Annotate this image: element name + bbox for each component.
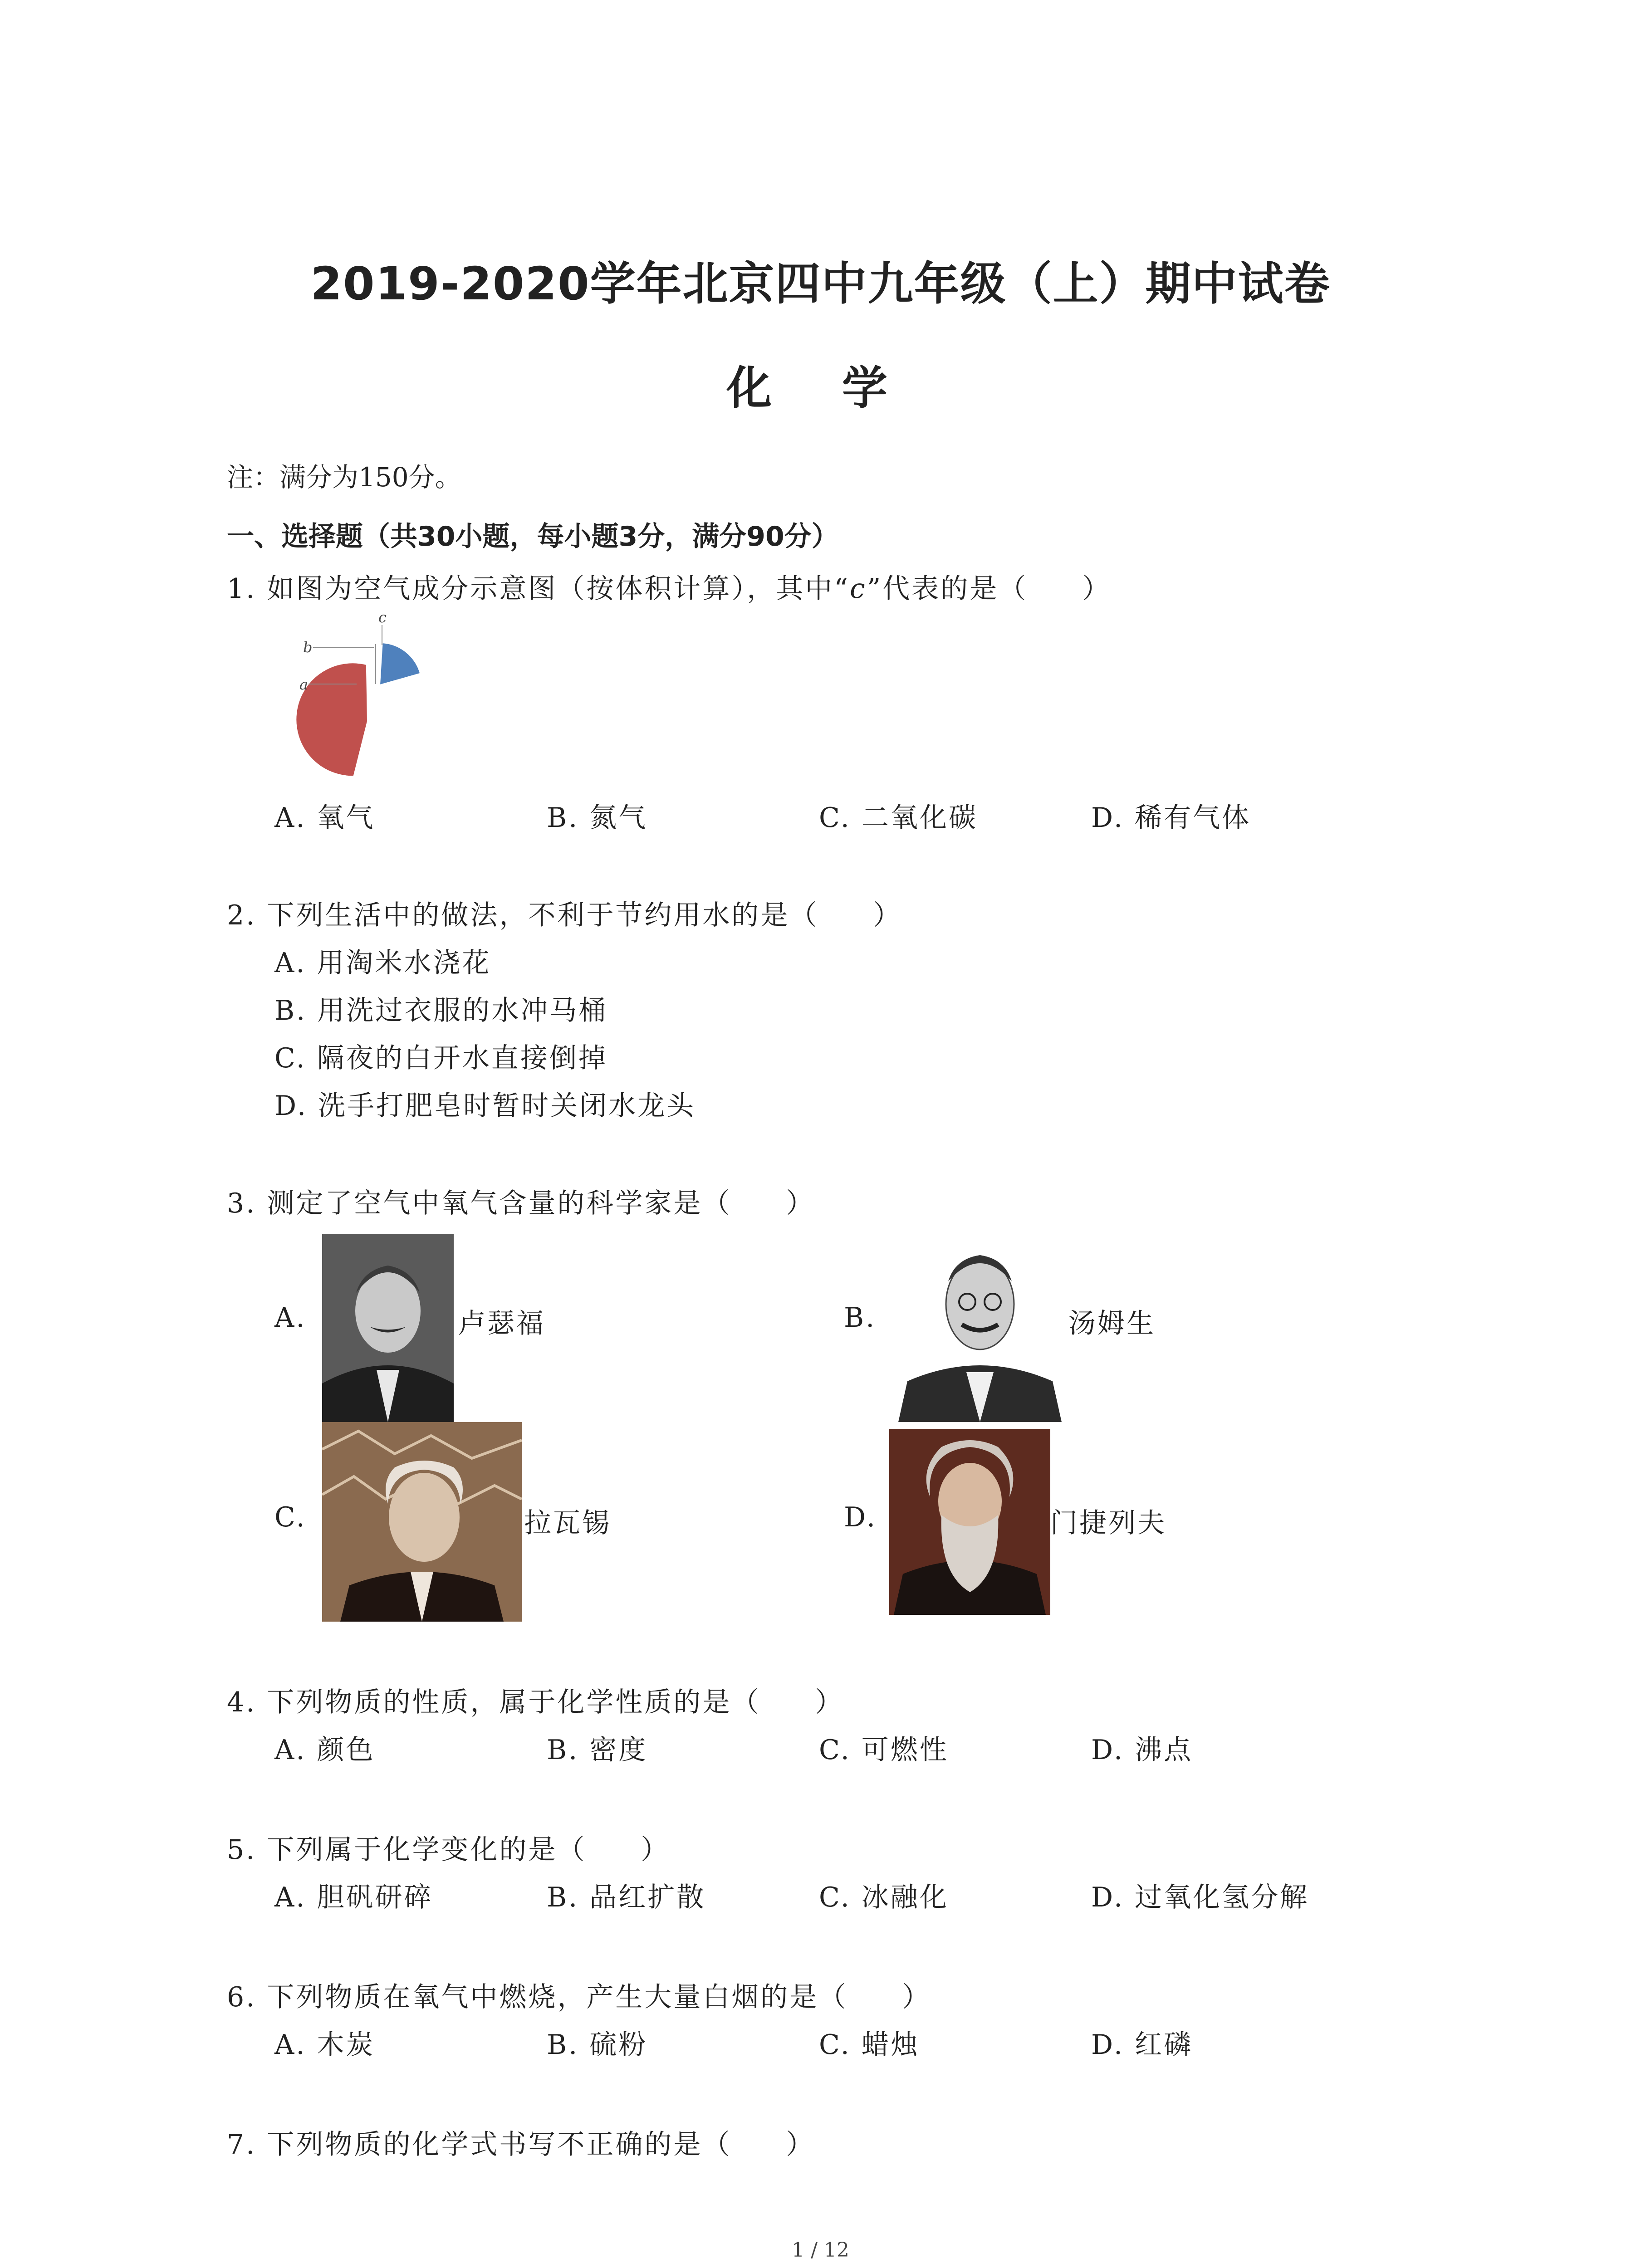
q1-option-b[interactable]: B. 氮气: [547, 802, 648, 834]
q6-option-a[interactable]: A. 木炭: [274, 2029, 375, 2061]
q3-option-b-letter[interactable]: B.: [844, 1302, 877, 1334]
section-heading: 一、选择题（共30小题，每小题3分，满分90分）: [227, 521, 839, 552]
q3-option-a-letter[interactable]: A.: [274, 1302, 307, 1334]
question-1-stem: [227, 567, 1111, 606]
q3-close-paren: ）: [786, 1188, 815, 1219]
subject-heading: 化 学: [726, 362, 915, 415]
page-number: 1 / 12: [792, 2239, 849, 2262]
lavoisier-portrait: [322, 1422, 522, 1622]
q4-close-paren: ）: [815, 1686, 844, 1718]
pie-label-b: b: [303, 639, 313, 656]
q3-option-d-name: 门捷列夫: [1050, 1507, 1166, 1539]
question-5-stem: [227, 1828, 670, 1867]
air-composition-pie-chart: [254, 603, 463, 798]
q1-stem-suffix: ”代表的是（: [867, 573, 1028, 605]
q2-close-paren: ）: [873, 899, 902, 931]
q6-option-c[interactable]: C. 蜡烛: [819, 2029, 920, 2061]
q3-option-a-name: 卢瑟福: [458, 1308, 545, 1339]
q6-option-d[interactable]: D. 红磷: [1091, 2029, 1193, 2061]
pie-label-c: c: [378, 609, 387, 626]
q6-stem: 6. 下列物质在氧气中燃烧，产生大量白烟的是（: [227, 1981, 848, 2013]
q5-option-d[interactable]: D. 过氧化氢分解: [1091, 1882, 1309, 1913]
q1-option-d[interactable]: D. 稀有气体: [1091, 802, 1251, 834]
q7-stem: 7. 下列物质的化学式书写不正确的是（: [227, 2129, 732, 2160]
question-3-stem: [227, 1182, 815, 1221]
score-note: 注：满分为150分。: [227, 462, 461, 493]
q4-option-b[interactable]: B. 密度: [547, 1734, 648, 1766]
q5-option-a[interactable]: A. 胆矾研碎: [274, 1882, 433, 1913]
q5-option-b[interactable]: B. 品红扩散: [547, 1882, 706, 1913]
q3-option-c-name: 拉瓦锡: [524, 1507, 611, 1539]
question-2-stem: [227, 894, 902, 933]
q5-close-paren: ）: [641, 1834, 670, 1866]
pie-slice-b: [375, 644, 376, 684]
q1-stem-variable: c: [850, 573, 867, 605]
q4-stem: 4. 下列物质的性质，属于化学性质的是（: [227, 1686, 761, 1718]
q2-option-d[interactable]: D. 洗手打肥皂时暂时关闭水龙头: [274, 1090, 696, 1122]
q7-close-paren: ）: [786, 2129, 815, 2160]
q5-stem: 5. 下列属于化学变化的是（: [227, 1834, 587, 1866]
thomson-portrait: [889, 1227, 1071, 1422]
q2-option-a[interactable]: A. 用淘米水浇花: [274, 947, 491, 979]
q2-stem: 2. 下列生活中的做法，不利于节约用水的是（: [227, 899, 819, 931]
rutherford-portrait: [322, 1234, 454, 1422]
q4-option-c[interactable]: C. 可燃性: [819, 1734, 949, 1766]
q4-option-a[interactable]: A. 颜色: [274, 1734, 375, 1766]
q5-option-c[interactable]: C. 冰融化: [819, 1882, 949, 1913]
question-7-stem: [227, 2123, 815, 2162]
q3-option-d-letter[interactable]: D.: [844, 1501, 877, 1533]
q3-option-b-name: 汤姆生: [1068, 1308, 1156, 1339]
mendeleev-portrait: [889, 1429, 1050, 1615]
q6-option-b[interactable]: B. 硫粉: [547, 2029, 648, 2061]
q1-stem-prefix: 1. 如图为空气成分示意图（按体积计算），其中“: [227, 573, 850, 605]
q3-option-c-letter[interactable]: C.: [274, 1501, 307, 1533]
pie-slice-c: [380, 643, 420, 685]
exam-title: 2019-2020学年北京四中九年级（上）期中试卷: [310, 257, 1331, 310]
q1-close-paren: ）: [1082, 573, 1112, 605]
q1-option-a[interactable]: A. 氧气: [274, 802, 375, 834]
pie-label-a: a: [299, 676, 309, 693]
q2-option-c[interactable]: C. 隔夜的白开水直接倒掉: [274, 1042, 607, 1074]
q1-option-c[interactable]: C. 二氧化碳: [819, 802, 978, 834]
question-4-stem: [227, 1681, 844, 1720]
q6-close-paren: ）: [902, 1981, 931, 2013]
q2-option-b[interactable]: B. 用洗过衣服的水冲马桶: [274, 995, 608, 1026]
q3-stem: 3. 测定了空气中氧气含量的科学家是（: [227, 1188, 732, 1219]
question-6-stem: [227, 1975, 931, 2014]
q4-option-d[interactable]: D. 沸点: [1091, 1734, 1193, 1766]
